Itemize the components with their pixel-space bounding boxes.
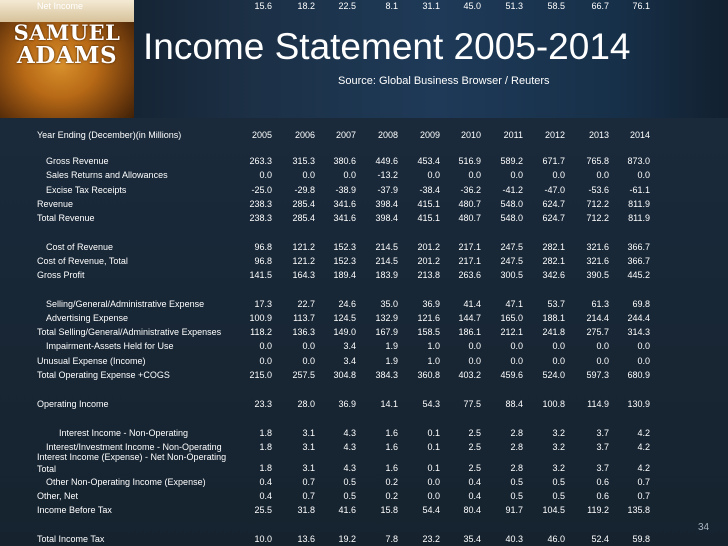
row-label: Advertising Expense xyxy=(46,313,129,323)
table-cell: 23.3 xyxy=(254,399,272,409)
table-cell: 0.5 xyxy=(510,491,523,501)
table-cell: 0.1 xyxy=(427,428,440,438)
table-cell: 135.8 xyxy=(627,505,650,515)
table-cell: 589.2 xyxy=(500,156,523,166)
table-cell: 403.2 xyxy=(458,370,481,380)
table-cell: 1.0 xyxy=(427,341,440,351)
table-cell: 0.0 xyxy=(510,356,523,366)
table-cell: 0.0 xyxy=(552,170,565,180)
row-label: Unusual Expense (Income) xyxy=(37,356,146,366)
row-label: Interest/Investment Income - Non-Operating xyxy=(46,442,222,452)
table-cell: 0.0 xyxy=(637,356,650,366)
table-cell: 0.5 xyxy=(552,477,565,487)
row-label: Impairment-Assets Held for Use xyxy=(46,341,174,351)
year-header: 2011 xyxy=(503,130,523,140)
table-cell: 45.0 xyxy=(463,1,481,11)
table-cell: 247.5 xyxy=(500,256,523,266)
table-cell: 3.1 xyxy=(302,428,315,438)
table-cell: 624.7 xyxy=(542,213,565,223)
table-cell: 238.3 xyxy=(249,213,272,223)
table-cell: 158.5 xyxy=(417,327,440,337)
table-cell: 0.0 xyxy=(552,356,565,366)
table-cell: 130.9 xyxy=(627,399,650,409)
row-label: Total Income Tax xyxy=(37,534,105,544)
table-cell: 415.1 xyxy=(417,199,440,209)
row-label: Cost of Revenue, Total xyxy=(37,256,128,266)
table-cell: 0.7 xyxy=(302,477,315,487)
table-cell: 114.9 xyxy=(587,399,609,409)
year-header: 2012 xyxy=(544,130,565,140)
table-row xyxy=(0,504,728,517)
table-row xyxy=(0,269,728,282)
year-header: 2009 xyxy=(419,130,440,140)
row-label-line1: Interest Income (Expense) - Net Non-Operating xyxy=(37,452,227,462)
table-cell: 0.6 xyxy=(596,491,609,501)
table-cell: 0.0 xyxy=(510,170,523,180)
table-cell: 141.5 xyxy=(249,270,272,280)
table-header-row xyxy=(0,129,728,142)
table-cell: 247.5 xyxy=(500,242,523,252)
table-cell: 415.1 xyxy=(417,213,440,223)
row-label: Revenue xyxy=(37,199,74,209)
table-cell: 0.0 xyxy=(427,170,440,180)
table-cell: 214.5 xyxy=(375,242,398,252)
table-cell: 0.5 xyxy=(343,491,356,501)
table-row xyxy=(0,169,728,182)
year-header: 2013 xyxy=(588,130,609,140)
table-cell: 53.7 xyxy=(547,299,565,309)
table-row xyxy=(0,312,728,325)
table-cell: 2.5 xyxy=(468,428,481,438)
table-cell: 22.5 xyxy=(338,1,356,11)
row-label: Other, Net xyxy=(37,491,79,501)
table-cell: 282.1 xyxy=(542,242,565,252)
table-cell: 35.0 xyxy=(380,299,398,309)
table-cell: 873.0 xyxy=(627,156,650,166)
table-cell: 4.2 xyxy=(637,442,650,452)
table-cell: 0.0 xyxy=(468,341,481,351)
table-cell: 217.1 xyxy=(458,256,481,266)
slide-header xyxy=(0,0,728,118)
table-cell: 244.4 xyxy=(627,313,650,323)
table-cell: -53.6 xyxy=(588,185,609,195)
table-cell: 23.2 xyxy=(422,534,440,544)
table-cell: 0.1 xyxy=(427,442,440,452)
table-cell: 341.6 xyxy=(333,213,356,223)
table-cell: 0.1 xyxy=(427,463,440,473)
table-cell: 41.6 xyxy=(338,505,356,515)
table-cell: 124.5 xyxy=(333,313,356,323)
table-cell: 263.6 xyxy=(458,270,481,280)
table-cell: 69.8 xyxy=(632,299,650,309)
table-cell: -61.1 xyxy=(629,185,650,195)
table-cell: 22.7 xyxy=(297,299,315,309)
table-cell: 217.1 xyxy=(458,242,481,252)
table-cell: 3.7 xyxy=(596,428,609,438)
table-cell: 136.3 xyxy=(292,327,315,337)
row-label: Total Operating Expense +COGS xyxy=(37,370,170,380)
table-cell: 52.4 xyxy=(591,534,609,544)
table-cell: 8.1 xyxy=(385,1,398,11)
table-cell: 3.2 xyxy=(552,428,565,438)
table-cell: 1.9 xyxy=(385,341,398,351)
table-row xyxy=(0,241,728,254)
table-cell: 212.1 xyxy=(500,327,523,337)
table-cell: 58.5 xyxy=(547,1,565,11)
table-cell: 3.2 xyxy=(552,442,565,452)
table-cell: 201.2 xyxy=(417,242,440,252)
table-cell: 341.6 xyxy=(333,199,356,209)
table-cell: 54.3 xyxy=(422,399,440,409)
table-cell: 1.8 xyxy=(259,428,272,438)
year-header: 2010 xyxy=(460,130,481,140)
table-cell: 17.3 xyxy=(254,299,272,309)
table-cell: 712.2 xyxy=(586,199,609,209)
table-row xyxy=(0,298,728,311)
year-header: 2005 xyxy=(251,130,272,140)
row-label-line2: Total xyxy=(37,464,57,474)
table-cell: 0.2 xyxy=(385,491,398,501)
table-cell: -13.2 xyxy=(377,170,398,180)
table-cell: 712.2 xyxy=(586,213,609,223)
row-label xyxy=(37,451,226,475)
table-cell: 121.2 xyxy=(292,256,315,266)
row-label: Gross Revenue xyxy=(46,156,109,166)
table-cell: 0.7 xyxy=(637,491,650,501)
year-header: 2006 xyxy=(294,130,315,140)
table-cell: 241.8 xyxy=(542,327,565,337)
table-cell: 304.8 xyxy=(333,370,356,380)
table-cell: 152.3 xyxy=(333,256,356,266)
table-cell: 4.3 xyxy=(343,428,356,438)
table-cell: 0.0 xyxy=(596,170,609,180)
table-row xyxy=(0,326,728,339)
table-cell: 0.0 xyxy=(637,341,650,351)
table-cell: 61.3 xyxy=(591,299,609,309)
table-cell: 3.7 xyxy=(596,442,609,452)
table-cell: 144.7 xyxy=(458,313,481,323)
table-cell: 480.7 xyxy=(458,213,481,223)
table-cell: -37.9 xyxy=(377,185,398,195)
row-label: Excise Tax Receipts xyxy=(46,185,127,195)
table-cell: 342.6 xyxy=(542,270,565,280)
table-cell: 811.9 xyxy=(628,213,650,223)
table-cell: 215.0 xyxy=(249,370,272,380)
table-row xyxy=(0,476,728,489)
table-cell: 0.7 xyxy=(302,491,315,501)
table-cell: 315.3 xyxy=(292,156,315,166)
table-cell: 321.6 xyxy=(586,242,609,252)
table-cell: 3.1 xyxy=(302,463,315,473)
table-cell: 18.2 xyxy=(297,1,315,11)
table-cell: 132.9 xyxy=(375,313,398,323)
table-cell: 186.1 xyxy=(458,327,481,337)
table-cell: 3.4 xyxy=(343,356,356,366)
table-cell: 680.9 xyxy=(627,370,650,380)
table-row xyxy=(0,340,728,353)
table-cell: 445.2 xyxy=(627,270,650,280)
row-label: Gross Profit xyxy=(37,270,85,280)
table-cell: 41.4 xyxy=(463,299,481,309)
table-cell: 152.3 xyxy=(333,242,356,252)
table-row xyxy=(0,355,728,368)
table-cell: 0.5 xyxy=(552,491,565,501)
table-row xyxy=(0,184,728,197)
table-cell: 0.0 xyxy=(302,341,315,351)
table-cell: 183.9 xyxy=(375,270,398,280)
table-row xyxy=(0,398,728,411)
table-cell: 54.4 xyxy=(422,505,440,515)
table-row xyxy=(0,533,728,546)
table-cell: 398.4 xyxy=(375,213,398,223)
table-cell: 1.9 xyxy=(385,356,398,366)
table-cell: 671.7 xyxy=(542,156,565,166)
table-cell: 100.8 xyxy=(542,399,565,409)
slide-title: Income Statement 2005-2014 xyxy=(143,26,631,67)
table-cell: 14.1 xyxy=(380,399,398,409)
row-label: Operating Income xyxy=(37,399,109,409)
table-cell: -38.9 xyxy=(335,185,356,195)
table-cell: 167.9 xyxy=(375,327,398,337)
table-cell: 4.2 xyxy=(637,428,650,438)
row-label: Income Before Tax xyxy=(37,505,112,515)
row-label: Total Selling/General/Administrative Expenses xyxy=(37,327,222,337)
table-cell: 366.7 xyxy=(627,256,650,266)
beer-glass-logo xyxy=(0,0,134,118)
table-cell: 0.0 xyxy=(596,356,609,366)
table-cell: 88.4 xyxy=(505,399,523,409)
table-cell: -25.0 xyxy=(251,185,272,195)
table-cell: 453.4 xyxy=(417,156,440,166)
table-cell: -29.8 xyxy=(294,185,315,195)
table-cell: 24.6 xyxy=(338,299,356,309)
table-cell: 118.2 xyxy=(250,327,272,337)
table-cell: 104.5 xyxy=(542,505,565,515)
row-label: Interest Income - Non-Operating xyxy=(59,428,189,438)
table-row xyxy=(0,369,728,382)
table-cell: 31.1 xyxy=(422,1,440,11)
table-cell: 321.6 xyxy=(586,256,609,266)
table-cell: 66.7 xyxy=(591,1,609,11)
table-cell: 1.0 xyxy=(427,356,440,366)
table-row xyxy=(0,198,728,211)
table-cell: 2.8 xyxy=(510,428,523,438)
table-cell: 80.4 xyxy=(463,505,481,515)
table-cell: 1.8 xyxy=(259,463,272,473)
table-cell: 300.5 xyxy=(500,270,523,280)
table-row xyxy=(0,0,728,13)
table-cell: 314.3 xyxy=(627,327,650,337)
table-cell: 214.5 xyxy=(375,256,398,266)
table-cell: 0.2 xyxy=(385,477,398,487)
table-row xyxy=(0,212,728,225)
table-cell: 1.6 xyxy=(385,428,398,438)
year-header: 2014 xyxy=(629,130,650,140)
table-cell: 100.9 xyxy=(249,313,272,323)
table-row xyxy=(0,490,728,503)
table-cell: 214.4 xyxy=(586,313,609,323)
table-cell: 25.5 xyxy=(254,505,272,515)
table-cell: 164.3 xyxy=(292,270,315,280)
table-row xyxy=(0,452,728,475)
table-cell: 4.3 xyxy=(343,463,356,473)
source-note: Source: Global Business Browser / Reuters xyxy=(338,75,550,87)
table-cell: 0.0 xyxy=(427,491,440,501)
table-cell: 13.6 xyxy=(297,534,315,544)
table-cell: 275.7 xyxy=(586,327,609,337)
table-cell: 238.3 xyxy=(249,199,272,209)
table-cell: 10.0 xyxy=(254,534,272,544)
table-cell: 31.8 xyxy=(297,505,315,515)
table-cell: 35.4 xyxy=(463,534,481,544)
table-cell: 0.4 xyxy=(259,477,272,487)
table-cell: 96.8 xyxy=(254,256,272,266)
table-cell: 0.0 xyxy=(343,170,356,180)
table-cell: 0.6 xyxy=(596,477,609,487)
table-cell: 366.7 xyxy=(627,242,650,252)
table-cell: 7.8 xyxy=(385,534,398,544)
table-cell: 3.4 xyxy=(343,341,356,351)
table-cell: 2.8 xyxy=(510,463,523,473)
table-cell: 3.7 xyxy=(596,463,609,473)
table-cell: 624.7 xyxy=(542,199,565,209)
table-cell: 0.0 xyxy=(302,356,315,366)
row-label: Net Income xyxy=(37,1,84,11)
table-cell: 360.8 xyxy=(417,370,440,380)
table-cell: 0.0 xyxy=(259,170,272,180)
table-cell: 91.7 xyxy=(505,505,523,515)
table-cell: 36.9 xyxy=(422,299,440,309)
table-cell: 4.2 xyxy=(637,463,650,473)
table-cell: 36.9 xyxy=(338,399,356,409)
table-cell: 0.5 xyxy=(343,477,356,487)
table-cell: 0.7 xyxy=(637,477,650,487)
table-cell: 2.8 xyxy=(510,442,523,452)
table-cell: 28.0 xyxy=(297,399,315,409)
table-cell: 285.4 xyxy=(292,199,315,209)
row-label: Selling/General/Administrative Expense xyxy=(46,299,205,309)
table-cell: 380.6 xyxy=(333,156,356,166)
row-label: Cost of Revenue xyxy=(46,242,114,252)
table-cell: 201.2 xyxy=(417,256,440,266)
table-cell: 398.4 xyxy=(375,199,398,209)
year-header: 2008 xyxy=(377,130,398,140)
table-cell: 2.5 xyxy=(468,463,481,473)
table-cell: 597.3 xyxy=(586,370,609,380)
table-cell: 449.6 xyxy=(375,156,398,166)
table-row xyxy=(0,255,728,268)
table-cell: 76.1 xyxy=(632,1,650,11)
table-cell: 0.0 xyxy=(468,356,481,366)
table-cell: 0.4 xyxy=(468,491,481,501)
table-header-label: Year Ending (December)(in Millions) xyxy=(37,130,182,140)
table-cell: -41.2 xyxy=(502,185,523,195)
table-cell: 0.0 xyxy=(637,170,650,180)
table-cell: 811.9 xyxy=(628,199,650,209)
table-cell: 0.0 xyxy=(302,170,315,180)
table-cell: 119.2 xyxy=(587,505,609,515)
table-cell: 0.0 xyxy=(510,341,523,351)
table-cell: 121.6 xyxy=(417,313,440,323)
table-cell: -38.4 xyxy=(419,185,440,195)
table-cell: 0.0 xyxy=(259,341,272,351)
table-cell: 121.2 xyxy=(292,242,315,252)
table-cell: 1.8 xyxy=(259,442,272,452)
page-number: 34 xyxy=(698,522,710,533)
logo-text-line2: ADAMS xyxy=(16,42,118,69)
row-label: Sales Returns and Allowances xyxy=(46,170,168,180)
table-cell: 263.3 xyxy=(249,156,272,166)
logo-text-line1: SAMUEL xyxy=(13,20,121,45)
table-cell: 3.1 xyxy=(302,442,315,452)
table-cell: 47.1 xyxy=(505,299,523,309)
table-cell: 459.6 xyxy=(500,370,523,380)
table-cell: -36.2 xyxy=(460,185,481,195)
table-cell: 2.5 xyxy=(468,442,481,452)
table-cell: 0.4 xyxy=(468,477,481,487)
table-cell: 15.8 xyxy=(380,505,398,515)
table-cell: 548.0 xyxy=(500,213,523,223)
table-cell: 15.6 xyxy=(254,1,272,11)
table-cell: 548.0 xyxy=(500,199,523,209)
table-cell: 480.7 xyxy=(458,199,481,209)
table-cell: 0.5 xyxy=(510,477,523,487)
table-cell: 0.0 xyxy=(468,170,481,180)
table-cell: 1.6 xyxy=(385,442,398,452)
table-cell: 77.5 xyxy=(463,399,481,409)
table-cell: 0.4 xyxy=(259,491,272,501)
table-cell: 165.0 xyxy=(500,313,523,323)
table-cell: 384.3 xyxy=(375,370,398,380)
table-cell: 40.3 xyxy=(505,534,523,544)
table-cell: 19.2 xyxy=(338,534,356,544)
table-cell: 0.0 xyxy=(596,341,609,351)
row-label: Other Non-Operating Income (Expense) xyxy=(46,477,206,487)
table-cell: 46.0 xyxy=(547,534,565,544)
table-cell: 188.1 xyxy=(542,313,565,323)
table-cell: 524.0 xyxy=(542,370,565,380)
table-cell: 96.8 xyxy=(254,242,272,252)
table-cell: 390.5 xyxy=(586,270,609,280)
table-cell: 285.4 xyxy=(292,213,315,223)
table-cell: 516.9 xyxy=(458,156,481,166)
table-cell: 4.3 xyxy=(343,442,356,452)
table-row xyxy=(0,155,728,168)
row-label: Total Revenue xyxy=(37,213,95,223)
table-cell: 59.8 xyxy=(632,534,650,544)
table-cell: 0.0 xyxy=(552,341,565,351)
table-cell: 1.6 xyxy=(385,463,398,473)
table-row xyxy=(0,427,728,440)
table-cell: 257.5 xyxy=(292,370,315,380)
table-cell: 0.0 xyxy=(259,356,272,366)
table-cell: 765.8 xyxy=(586,156,609,166)
table-cell: 282.1 xyxy=(542,256,565,266)
table-cell: 213.8 xyxy=(417,270,440,280)
table-cell: 3.2 xyxy=(552,463,565,473)
table-cell: 189.4 xyxy=(333,270,356,280)
table-cell: 51.3 xyxy=(505,1,523,11)
table-cell: 149.0 xyxy=(333,327,356,337)
table-cell: 113.7 xyxy=(293,313,315,323)
table-cell: -47.0 xyxy=(544,185,565,195)
year-header: 2007 xyxy=(335,130,356,140)
table-cell: 0.0 xyxy=(427,477,440,487)
